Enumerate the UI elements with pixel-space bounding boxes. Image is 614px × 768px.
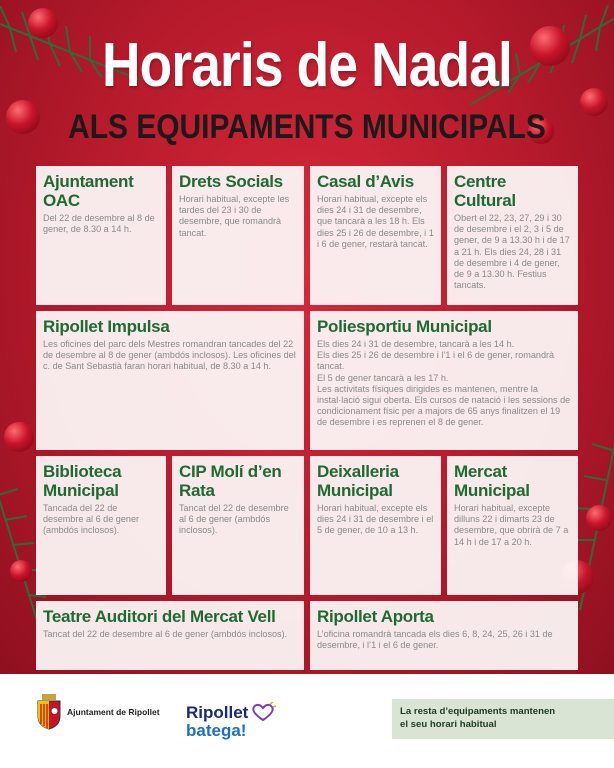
page-subtitle: ALS EQUIPAMENTS MUNICIPALS: [68, 108, 546, 146]
ajuntament-label: Ajuntament de Ripollet: [67, 707, 160, 717]
ripollet-batega-logo: [186, 702, 276, 740]
card-title: Deixalleria Municipal: [317, 462, 399, 500]
card-poliesportiu-municipal: [310, 311, 578, 450]
card-ripollet-impulsa: [36, 311, 304, 450]
ornament-ball-icon: [586, 505, 612, 531]
ajuntament-logo: [36, 694, 160, 730]
card-title: CIP Molí d’en Rata: [179, 462, 282, 500]
note-line2: el seu horari habitual: [400, 719, 497, 730]
heart-icon: [250, 702, 276, 722]
card-text: Tancat del 22 de desembre al 6 de gener (ambdós inclosos).: [43, 629, 288, 639]
note-line1: La resta d’equipaments mantenen: [400, 706, 556, 717]
card-mercat-municipal: [447, 456, 578, 595]
page-title: Horaris de Nadal: [101, 31, 512, 100]
coat-of-arms-icon: [36, 694, 62, 730]
card-ajuntament-oac: [36, 166, 166, 305]
card-teatre-auditori: [36, 601, 304, 670]
card-title: Casal d’Avis: [317, 172, 414, 191]
card-text: Del 22 de desembre al 8 de gener, de 8.30 a 14 h.: [43, 213, 155, 235]
card-centre-cultural: [447, 166, 578, 305]
card-text: Horari habitual, excepte els dies 24 i 31 de desembre, que tancarà a les 18 h. Els dies 25 i 26 de desembre, i 1 i 6 de gener, restarà tancat.: [317, 194, 434, 249]
card-title: Ajuntament OAC: [43, 172, 134, 210]
brand-line2: batega!: [186, 721, 247, 740]
card-title: Ripollet Aporta: [317, 607, 434, 626]
card-title: Drets Socials: [179, 172, 283, 191]
card-casal-avis: [310, 166, 441, 305]
card-title: Biblioteca Municipal: [43, 462, 122, 500]
ornament-ball-icon: [580, 88, 608, 116]
card-title: Centre Cultural: [454, 172, 516, 210]
card-text: Horari habitual, excepte les tardes del 23 i 30 de desembre, que romandrà tancat.: [179, 194, 290, 238]
card-title: Teatre Auditori del Mercat Vell: [43, 607, 276, 626]
card-ripollet-aporta: [310, 601, 578, 670]
ornament-ball-icon: [10, 560, 32, 582]
brand-line1: Ripollet: [186, 702, 249, 722]
card-text: Tancat del 22 de desembre al 6 de gener (ambdós inclosos).: [179, 503, 289, 536]
card-deixalleria-municipal: [310, 456, 441, 595]
card-title: Ripollet Impulsa: [43, 317, 170, 336]
card-text: Horari habitual, excepte dilluns 22 i dimarts 23 de desembre, que obrirà de 7 a 14 h i de 17 a 20 h.: [454, 503, 569, 547]
card-text: Obert el 22, 23, 27, 29 i 30 de desembre i el 2, 3 i 5 de gener, de 9 a 13.30 h i de 17 a 21 h. Els dies 24, 28 i 31 de desembre i 4 de gener, de 9 a 13.30 h. Festius tancats.: [454, 213, 570, 291]
card-text-line: Els dies 24 i 31 de desembre, tancarà a les 14 h.: [317, 339, 515, 349]
card-title: Mercat Municipal: [454, 462, 530, 500]
card-text: [317, 339, 572, 429]
card-text-line: Els dies 25 i 26 de desembre i l’1 i el 6 de gener, romandrà tancat.: [317, 350, 555, 372]
note-box: [392, 699, 614, 739]
card-biblioteca-municipal: [36, 456, 166, 595]
card-text: Horari habitual, excepte els dies 24 i 31 de desembre i el 5 de gener, de 10 a 13 h.: [317, 503, 434, 536]
ornament-ball-icon: [4, 422, 34, 452]
card-text-line: Les activitats físiques dirigides es mantenen, mentre la instal·lació sigui oberta. Els cursos de natació i les sessions de condicionament físic per a majors de 65 anys finalitzen el 19 de desembre i es reprenen el 8 de gener.: [317, 383, 571, 428]
card-drets-socials: [172, 166, 304, 305]
card-text: Tancada del 22 de desembre al 6 de gener (ambdós inclosos).: [43, 503, 140, 536]
ornament-ball-icon: [6, 100, 40, 134]
card-text-line: El 5 de gener tancarà a les 17 h.: [317, 372, 449, 383]
card-title: Poliesportiu Municipal: [317, 317, 492, 336]
card-text: Les oficines del parc dels Mestres romandran tancades del 22 de desembre al 8 de gener (ambdós inclosos). Les oficines del c. de Sant Sebastià faran horari habitual, de 8.30 a 14 h.: [43, 339, 296, 372]
card-text: L’oficina romandrà tancada els dies 6, 8, 24, 25, 26 i 31 de desembre, i l’1 i el 6 de gener.: [317, 629, 553, 651]
card-cip-moli-den-rata: [172, 456, 304, 595]
